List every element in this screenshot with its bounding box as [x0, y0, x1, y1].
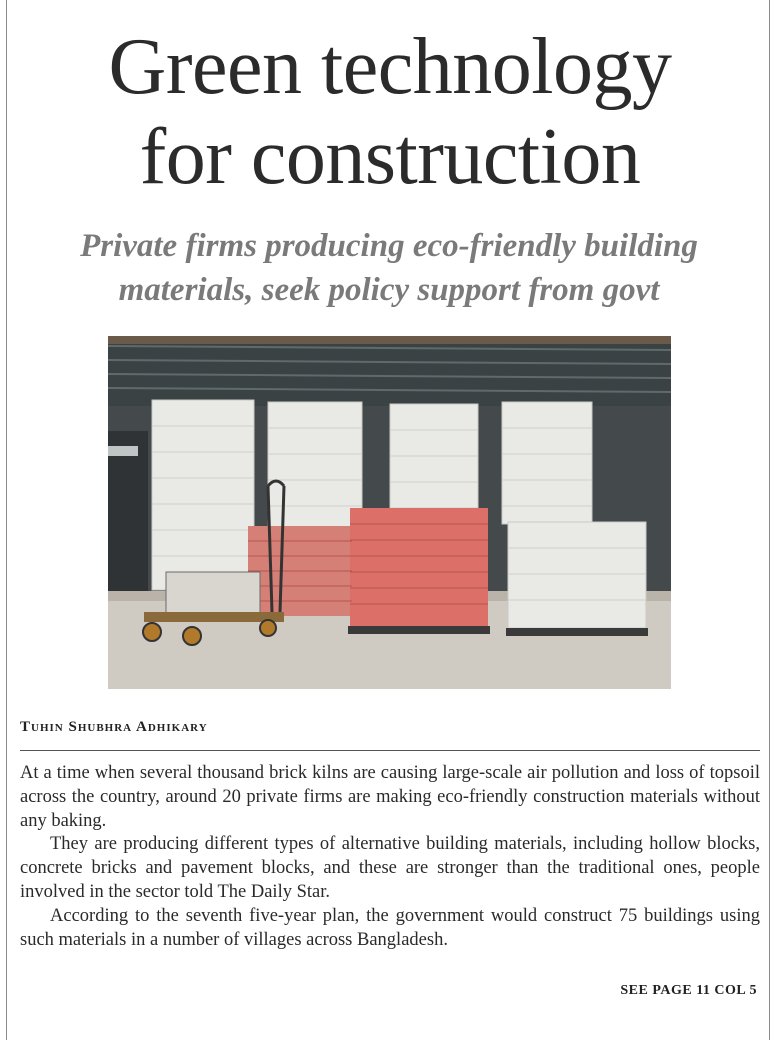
column-rule-right [769, 0, 770, 1040]
headline-line-2: for construction [139, 113, 641, 201]
paragraph: According to the seventh five-year plan, the government would construct 75 buildings using such materials in a number of villages across Bangladesh. [20, 905, 760, 950]
subheadline [14, 224, 764, 312]
subhead-line-1: Private firms producing eco-friendly building [80, 228, 698, 264]
headline-line-1: Green technology [108, 23, 672, 111]
paragraph: They are producing different types of alternative building materials, including hollow blocks, concrete bricks and pavement blocks, and these are stronger than the traditional ones, people involved in the sector told The Daily Star. [20, 834, 760, 902]
subhead-line-2: materials, seek policy support from govt [118, 272, 660, 308]
warehouse-blocks-photo [108, 336, 671, 689]
headline [20, 22, 760, 202]
byline: Tuhin Shubhra Adhikary [20, 719, 208, 735]
article-body [20, 762, 760, 952]
continuation-link[interactable]: SEE PAGE 11 COL 5 [620, 983, 757, 998]
column-rule-left [6, 0, 7, 1040]
byline-divider [20, 750, 760, 751]
paragraph: At a time when several thousand brick kilns are causing large-scale air pollution and loss of topsoil across the country, around 20 private firms are making eco-friendly construction materials without any baking. [20, 763, 760, 831]
